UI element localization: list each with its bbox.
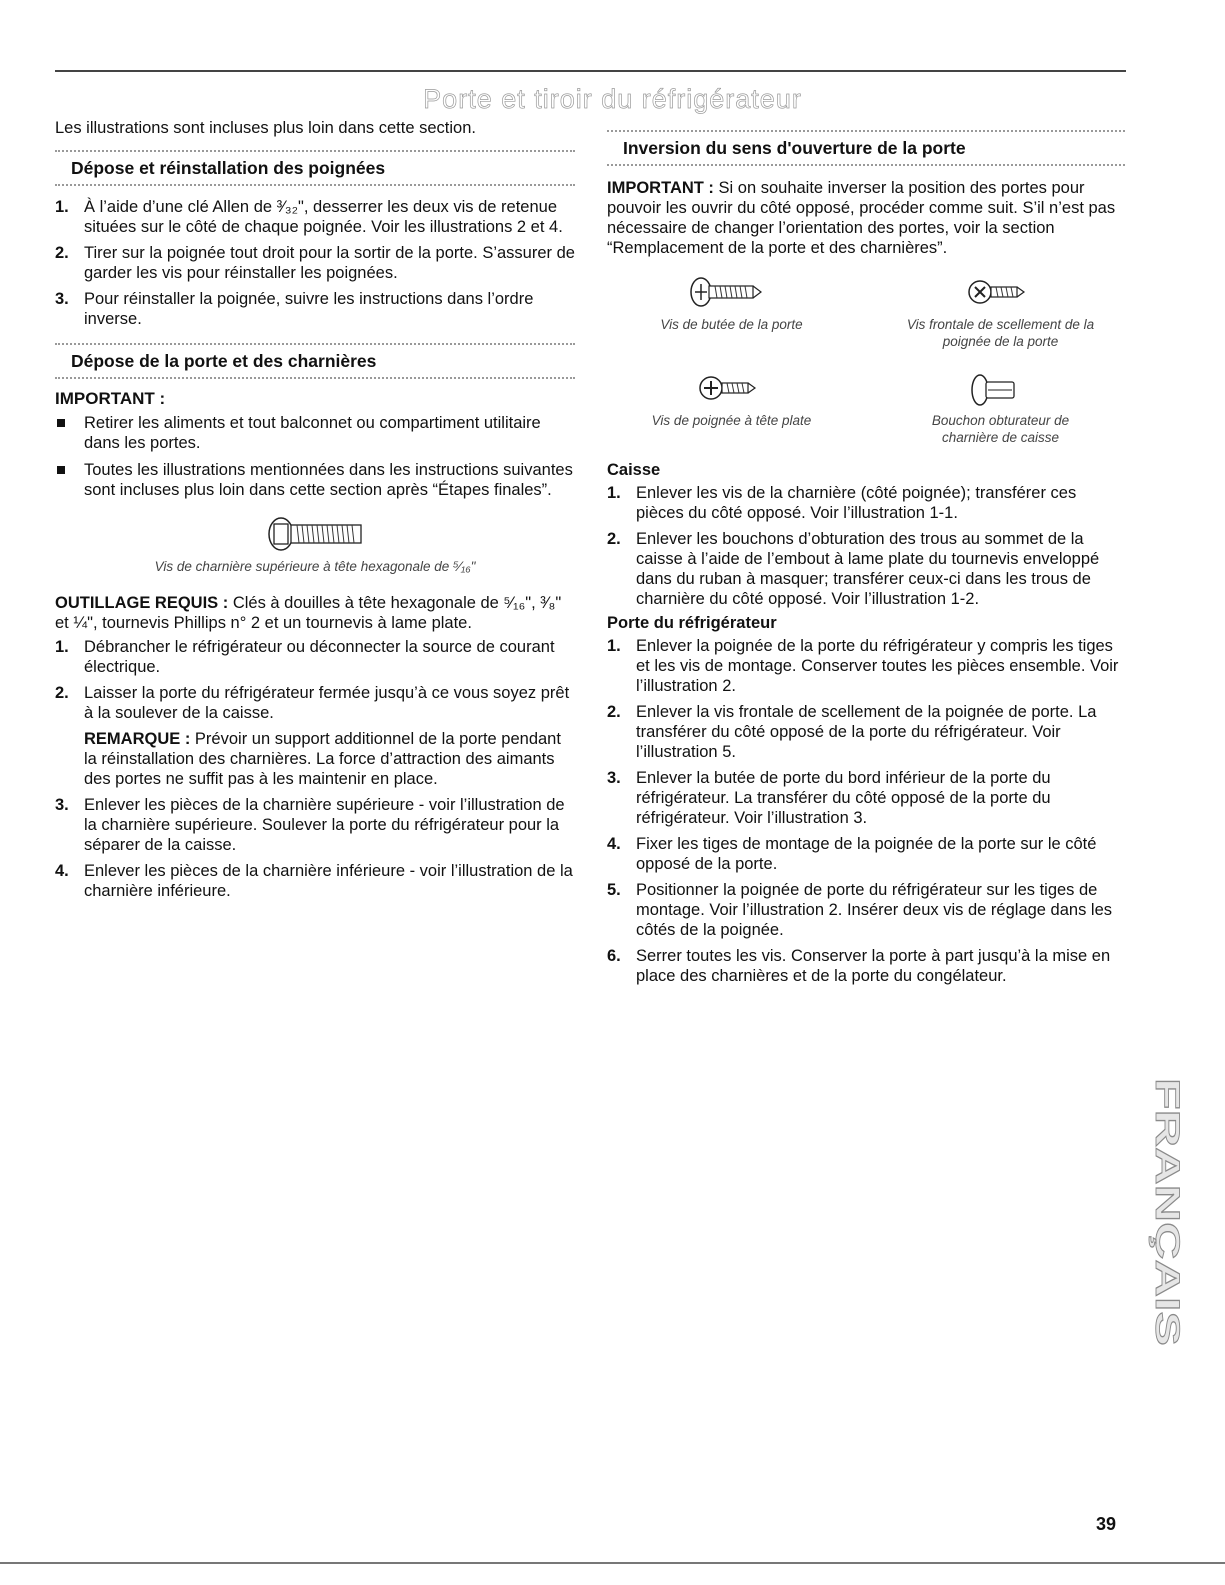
list-item: 3. Enlever la butée de porte du bord inférieur de la porte du réfrigérateur. La transférer du côté opposé de la porte du réfrigérateur. Voir l’illustration 3.	[607, 769, 1051, 827]
list-item: 2. Laisser la porte du réfrigérateur fermée jusqu’à ce vous soyez prêt à la soulever de la caisse. REMARQUE : Prévoir un support additionnel de la porte pendant la réinstallation des charnières. La force d’attraction des aimants des portes ne suffit pas à les maintenir en place.	[55, 683, 575, 789]
hinge-screw-caption: Vis de charnière supérieure à tête hexagonale de ⁵⁄₁₆"	[154, 559, 476, 574]
page-title: Porte et tiroir du réfrigérateur	[423, 84, 802, 114]
hex-hinge-screw-icon	[265, 514, 365, 554]
screw-illustrations	[607, 274, 1125, 446]
list-item: 3. Enlever les pièces de la charnière supérieure - voir l’illustration de la charnière supérieure. Soulever la porte du réfrigérateur pour la séparer de la caisse.	[55, 796, 565, 854]
porte-steps	[607, 636, 1125, 986]
screw-door-stop	[607, 274, 856, 350]
page-number: 39	[1096, 1514, 1117, 1534]
handles-steps	[55, 197, 575, 329]
door-stop-screw-icon	[687, 274, 777, 310]
caisse-heading: Caisse	[607, 461, 661, 479]
reversal-important: IMPORTANT : Si on souhaite inverser la position des portes pour pouvoir les ouvrir du côté opposé, procéder comme suit. S’il n’est pas nécessaire de changer l’orientation des portes, voir la section “Remplacement de la porte et des charnières”.	[607, 179, 1116, 257]
list-item: 4. Fixer les tiges de montage de la poignée de la porte sur le côté opposé de la porte.	[607, 835, 1097, 873]
list-item: 6. Serrer toutes les vis. Conserver la porte à part jusqu’à la mise en place des charnières et de la porte du congélateur.	[607, 947, 1111, 985]
bottom-rule	[0, 1562, 1225, 1564]
list-item: 2. Enlever les bouchons d’obturation des trous au sommet de la caisse à l’aide de l’embout à lame plate du tournevis enveloppé dans du ruban à masquer; transférer ceux-ci dans les trous de charnière du côté opposé. Voir l’illustration 1-2.	[607, 530, 1100, 608]
screw-caption: Vis de poignée à tête plate	[651, 413, 812, 428]
screw-flat-head	[607, 370, 856, 446]
right-column	[607, 130, 1125, 986]
left-column	[55, 118, 575, 901]
top-rule	[55, 70, 1126, 72]
list-item: 4. Enlever les pièces de la charnière inférieure - voir l’illustration de la charnière inférieure.	[55, 862, 573, 900]
section-heading-handles: Dépose et réinstallation des poignées	[55, 150, 575, 186]
list-item: 1. Enlever les vis de la charnière (côté poignée); transférer ces pièces du côté opposé. Voir l’illustration 1-1.	[607, 484, 1077, 522]
screw-caption: Vis frontale de scellement de la poignée de la porte	[906, 317, 1095, 349]
screw-handle-seal	[876, 274, 1125, 350]
section-heading-reversal: Inversion du sens d'ouverture de la porte	[607, 130, 1125, 166]
tools-required: OUTILLAGE REQUIS : Clés à douilles à tête hexagonale de ⁵⁄₁₆", ³⁄₈" et ¼", tournevis Phillips n° 2 et un tournevis à lame plate.	[55, 594, 562, 632]
language-side-tab	[1146, 1078, 1186, 1348]
section-heading-door-removal: Dépose de la porte et des charnières	[55, 343, 575, 379]
caisse-steps	[607, 483, 1125, 609]
list-item: Retirer les aliments et tout balconnet ou compartiment utilitaire dans les portes.	[55, 413, 575, 453]
important-bullets	[55, 413, 575, 500]
door-removal-steps	[55, 637, 575, 901]
handle-seal-screw-icon	[966, 274, 1036, 310]
list-item: 3. Pour réinstaller la poignée, suivre les instructions dans l’ordre inverse.	[55, 290, 534, 328]
list-item: 1. À l’aide d’une clé Allen de ³⁄₃₂", desserrer les deux vis de retenue situées sur le côté de chaque poignée. Voir les illustrations 2 et 4.	[55, 198, 563, 236]
list-item: 5. Positionner la poignée de porte du réfrigérateur sur les tiges de montage. Voir l’illustration 2. Insérer deux vis de réglage dans les côtés de la poignée.	[607, 881, 1113, 939]
language-side-tab-text: FRANÇAIS	[1148, 1078, 1186, 1254]
list-item: 1. Débrancher le réfrigérateur ou déconnecter la source de courant électrique.	[55, 638, 555, 676]
list-item: 2. Enlever la vis frontale de scellement de la poignée de porte. La transférer du côté opposé de la porte du réfrigérateur. Voir l’illustration 5.	[607, 703, 1097, 761]
list-item: 1. Enlever la poignée de la porte du réfrigérateur y compris les tiges et les vis de montage. Conserver toutes les pièces ensemble. Voir l’illustration 2.	[607, 637, 1119, 695]
screw-caption: Bouchon obturateur de charnière de caisse	[931, 413, 1070, 445]
flat-head-screw-icon	[697, 370, 767, 406]
important-label: IMPORTANT :	[55, 389, 166, 408]
screw-hinge-plug	[876, 370, 1125, 446]
list-item: 2. Tirer sur la poignée tout droit pour la sortir de la porte. S’assurer de garder les vis pour réinstaller les poignées.	[55, 244, 575, 282]
screw-caption: Vis de butée de la porte	[660, 317, 803, 332]
list-item: Toutes les illustrations mentionnées dans les instructions suivantes sont incluses plus loin dans cette section après “Étapes finales”.	[55, 460, 575, 500]
hinge-plug-icon	[966, 370, 1036, 410]
intro-text: Les illustrations sont incluses plus loin dans cette section.	[55, 119, 476, 137]
porte-heading: Porte du réfrigérateur	[607, 614, 777, 632]
remark: REMARQUE : Prévoir un support additionnel de la porte pendant la réinstallation des charnières. La force d’attraction des aimants des portes ne suffit pas à les maintenir en place.	[84, 730, 561, 788]
